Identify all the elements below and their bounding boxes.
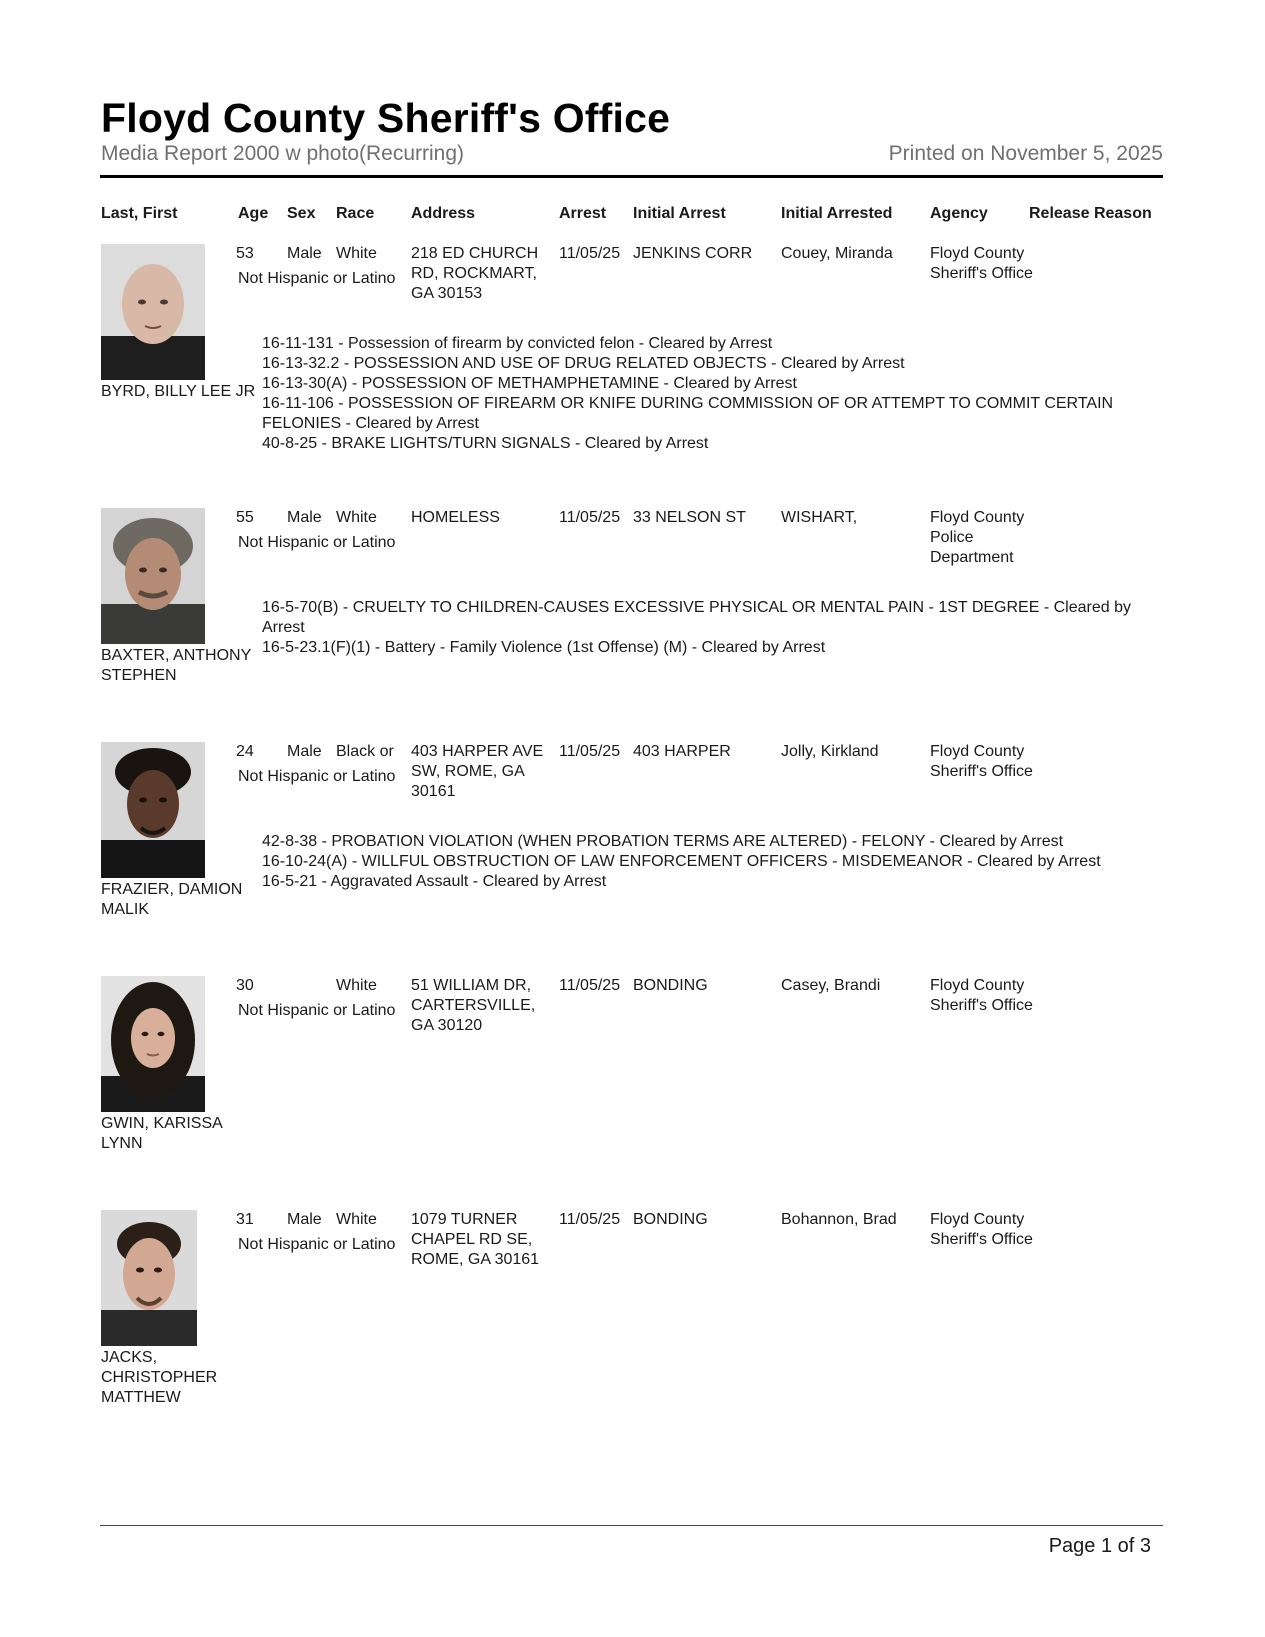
inmate-record	[0, 508, 1265, 738]
charge-item: 16-10-24(A) - WILLFUL OBSTRUCTION OF LAW ENFORCEMENT OFFICERS - MISDEMEANOR - Cleared by Arrest	[262, 853, 1101, 870]
inmate-record	[0, 976, 1265, 1206]
initial-arrested: WISHART,	[781, 509, 858, 526]
column-header-agency: Agency	[930, 205, 988, 222]
inmate-record	[0, 244, 1265, 474]
initial-arrest: JENKINS CORR	[633, 245, 753, 262]
charge-item: 16-11-106 - POSSESSION OF FIREARM OR KNIFE DURING COMMISSION OF OR ATTEMPT TO COMMIT CERTAIN FELONIES - Cleared by Arrest	[262, 395, 1114, 432]
sex: Male	[287, 1211, 322, 1228]
age: 31	[236, 1211, 254, 1228]
race: Black or	[336, 743, 394, 760]
charge-item: 40-8-25 - BRAKE LIGHTS/TURN SIGNALS - Cleared by Arrest	[262, 435, 709, 452]
column-header-release-reason: Release Reason	[1029, 205, 1152, 222]
charge-item: 16-11-131 - Possession of firearm by convicted felon - Cleared by Arrest	[262, 335, 773, 352]
ethnicity: Not Hispanic or Latino	[238, 270, 396, 287]
charge-item: 16-5-21 - Aggravated Assault - Cleared by Arrest	[262, 873, 607, 890]
footer-rule	[100, 1525, 1163, 1526]
age: 24	[236, 743, 254, 760]
arrest-date: 11/05/25	[559, 743, 621, 760]
age: 30	[236, 977, 254, 994]
inmate-name: JACKS, CHRISTOPHER MATTHEW	[101, 1349, 218, 1406]
column-header-initial-arrested: Initial Arrested	[781, 205, 893, 222]
initial-arrested: Couey, Miranda	[781, 245, 893, 262]
initial-arrested: Casey, Brandi	[781, 977, 881, 994]
agency: Floyd County Sheriff's Office	[930, 743, 1033, 780]
address: 51 WILLIAM DR, CARTERSVILLE, GA 30120	[411, 977, 536, 1034]
initial-arrest: 403 HARPER	[633, 743, 731, 760]
arrest-date: 11/05/25	[559, 509, 621, 526]
booking-photo	[101, 1210, 197, 1346]
charges-list	[262, 832, 1162, 892]
initial-arrested: Bohannon, Brad	[781, 1211, 897, 1228]
address: HOMELESS	[411, 509, 500, 526]
ethnicity: Not Hispanic or Latino	[238, 768, 396, 785]
inmate-record	[0, 742, 1265, 972]
column-header-address: Address	[411, 205, 476, 222]
column-header-arrest: Arrest	[559, 205, 607, 222]
charge-item: 16-13-32.2 - POSSESSION AND USE OF DRUG RELATED OBJECTS - Cleared by Arrest	[262, 355, 905, 372]
column-header-name: Last, First	[101, 205, 178, 222]
charge-item: 42-8-38 - PROBATION VIOLATION (WHEN PROBATION TERMS ARE ALTERED) - FELONY - Cleared by Arrest	[262, 833, 1064, 850]
charges-list	[262, 334, 1162, 454]
charge-item: 16-5-23.1(F)(1) - Battery - Family Violence (1st Offense) (M) - Cleared by Arrest	[262, 639, 826, 656]
booking-photo	[101, 976, 205, 1112]
page-number: Page 1 of 3	[1048, 1535, 1151, 1557]
booking-photo	[101, 742, 205, 878]
arrest-date: 11/05/25	[559, 1211, 621, 1228]
inmate-name: GWIN, KARISSA LYNN	[101, 1115, 222, 1152]
booking-photo	[101, 244, 205, 380]
race: White	[336, 1211, 377, 1228]
report-subtitle: Media Report 2000 w photo(Recurring)	[101, 142, 465, 165]
sex: Male	[287, 743, 322, 760]
report-title: Floyd County Sheriff's Office	[101, 95, 671, 141]
age: 55	[236, 509, 254, 526]
printed-date: Printed on November 5, 2025	[888, 142, 1163, 165]
agency: Floyd County Sheriff's Office	[930, 1211, 1033, 1248]
initial-arrested: Jolly, Kirkland	[781, 743, 879, 760]
inmate-name: BYRD, BILLY LEE JR	[101, 383, 256, 400]
initial-arrest: BONDING	[633, 1211, 708, 1228]
race: White	[336, 509, 377, 526]
inmate-name: BAXTER, ANTHONY STEPHEN	[101, 647, 251, 684]
address: 218 ED CHURCH RD, ROCKMART, GA 30153	[411, 245, 539, 302]
ethnicity: Not Hispanic or Latino	[238, 534, 396, 551]
initial-arrest: BONDING	[633, 977, 708, 994]
charge-item: 16-13-30(A) - POSSESSION OF METHAMPHETAMINE - Cleared by Arrest	[262, 375, 797, 392]
inmate-record	[0, 1210, 1265, 1440]
race: White	[336, 977, 377, 994]
address: 403 HARPER AVE SW, ROME, GA 30161	[411, 743, 544, 800]
sex: Male	[287, 509, 322, 526]
column-header-sex: Sex	[287, 205, 316, 222]
column-header-race: Race	[336, 205, 375, 222]
charge-item: 16-5-70(B) - CRUELTY TO CHILDREN-CAUSES EXCESSIVE PHYSICAL OR MENTAL PAIN - 1ST DEGREE - Cleared by Arrest	[262, 599, 1131, 636]
booking-photo	[101, 508, 205, 644]
initial-arrest: 33 NELSON ST	[633, 509, 746, 526]
agency: Floyd County Police Department	[930, 509, 1025, 566]
charges-list	[262, 598, 1162, 658]
sex: Male	[287, 245, 322, 262]
ethnicity: Not Hispanic or Latino	[238, 1002, 396, 1019]
age: 53	[236, 245, 254, 262]
header-rule	[100, 175, 1163, 178]
column-header-age: Age	[238, 205, 269, 222]
address: 1079 TURNER CHAPEL RD SE, ROME, GA 30161	[411, 1211, 540, 1268]
race: White	[336, 245, 377, 262]
column-header-initial-arrest: Initial Arrest	[633, 205, 726, 222]
ethnicity: Not Hispanic or Latino	[238, 1236, 396, 1253]
agency: Floyd County Sheriff's Office	[930, 977, 1033, 1014]
arrest-date: 11/05/25	[559, 245, 621, 262]
agency: Floyd County Sheriff's Office	[930, 245, 1033, 282]
inmate-name: FRAZIER, DAMION MALIK	[101, 881, 243, 918]
arrest-date: 11/05/25	[559, 977, 621, 994]
